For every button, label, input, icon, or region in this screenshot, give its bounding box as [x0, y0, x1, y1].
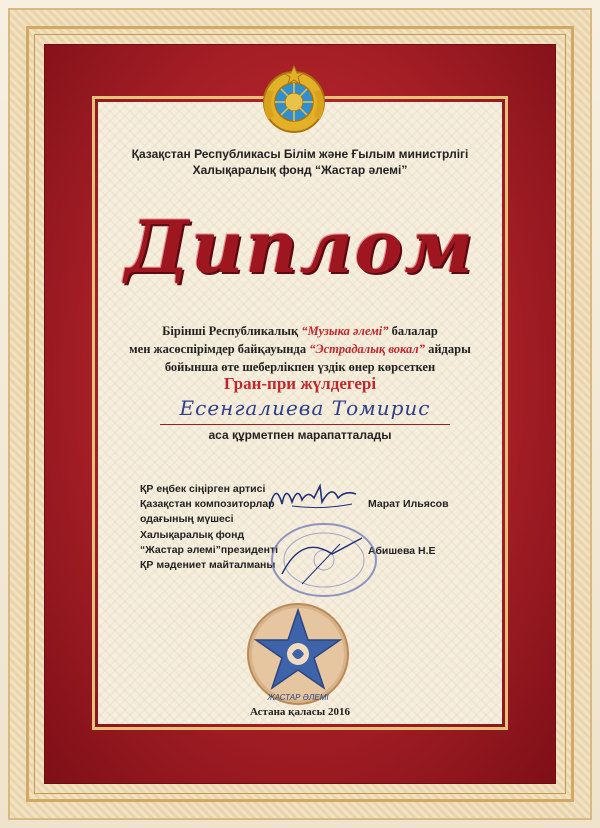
ministry-line: Қазақстан Республикасы Білім және Ғылым министрлігі: [131, 147, 469, 161]
award-line-2: [98, 340, 502, 358]
signatory-title-line: ҚР еңбек сіңірген артисі: [140, 483, 266, 495]
award-text-part: мен жасөспірімдер байқауында: [129, 342, 310, 356]
awarded-text: аса құрметпен марапатталады: [208, 428, 392, 442]
logo-text: ЖАСТАР ӘЛЕМІ: [267, 693, 329, 702]
zhastar-alemi-logo-icon: [238, 596, 358, 716]
signatory-title-line: Қазақстан композиторлар: [140, 498, 275, 510]
recipient-underline: [160, 424, 450, 425]
signatory-title-line: одағының мүшесі: [140, 513, 234, 525]
signatory-title-line: Халықаралық фонд: [140, 529, 245, 541]
award-text: [98, 322, 502, 376]
signatory-1-name: Марат Ильясов: [368, 498, 449, 510]
grand-prix-title: Гран-при жүлдегері: [223, 374, 377, 393]
signatory-title-line: “Жастар әлемі”президенті: [140, 544, 279, 556]
signatory-2-name: Абишева Н.Е: [368, 545, 436, 557]
fund-line: Халықаралық фонд “Жастар әлемі”: [192, 163, 408, 177]
diploma-title: Диплом: [125, 204, 475, 289]
award-line-1: [98, 322, 502, 340]
issuer-header: [98, 146, 502, 178]
signatory-title-line: ҚР мәдениет майталманы: [140, 559, 276, 571]
place-and-year: Астана қаласы 2016: [249, 706, 350, 718]
signatory-2-titles: [140, 528, 278, 573]
state-emblem-icon: [254, 60, 334, 140]
signatory-1-titles: [140, 482, 275, 527]
award-line-3: бойынша өте шеберлікпен үздік өнер көрсеткен: [164, 360, 436, 374]
stamp-icon: [262, 514, 380, 600]
contest-name: “Музыка әлемі”: [301, 324, 389, 338]
recipient-name: Есенгалиева Томирис: [179, 396, 431, 420]
award-text-part: Бірінші Республикалық: [162, 324, 302, 338]
award-text-part: айдары: [424, 342, 471, 356]
category-name: “Эстрадалық вокал”: [309, 342, 425, 356]
signature-1-icon: [262, 476, 362, 516]
award-text-part: балалар: [388, 324, 438, 338]
